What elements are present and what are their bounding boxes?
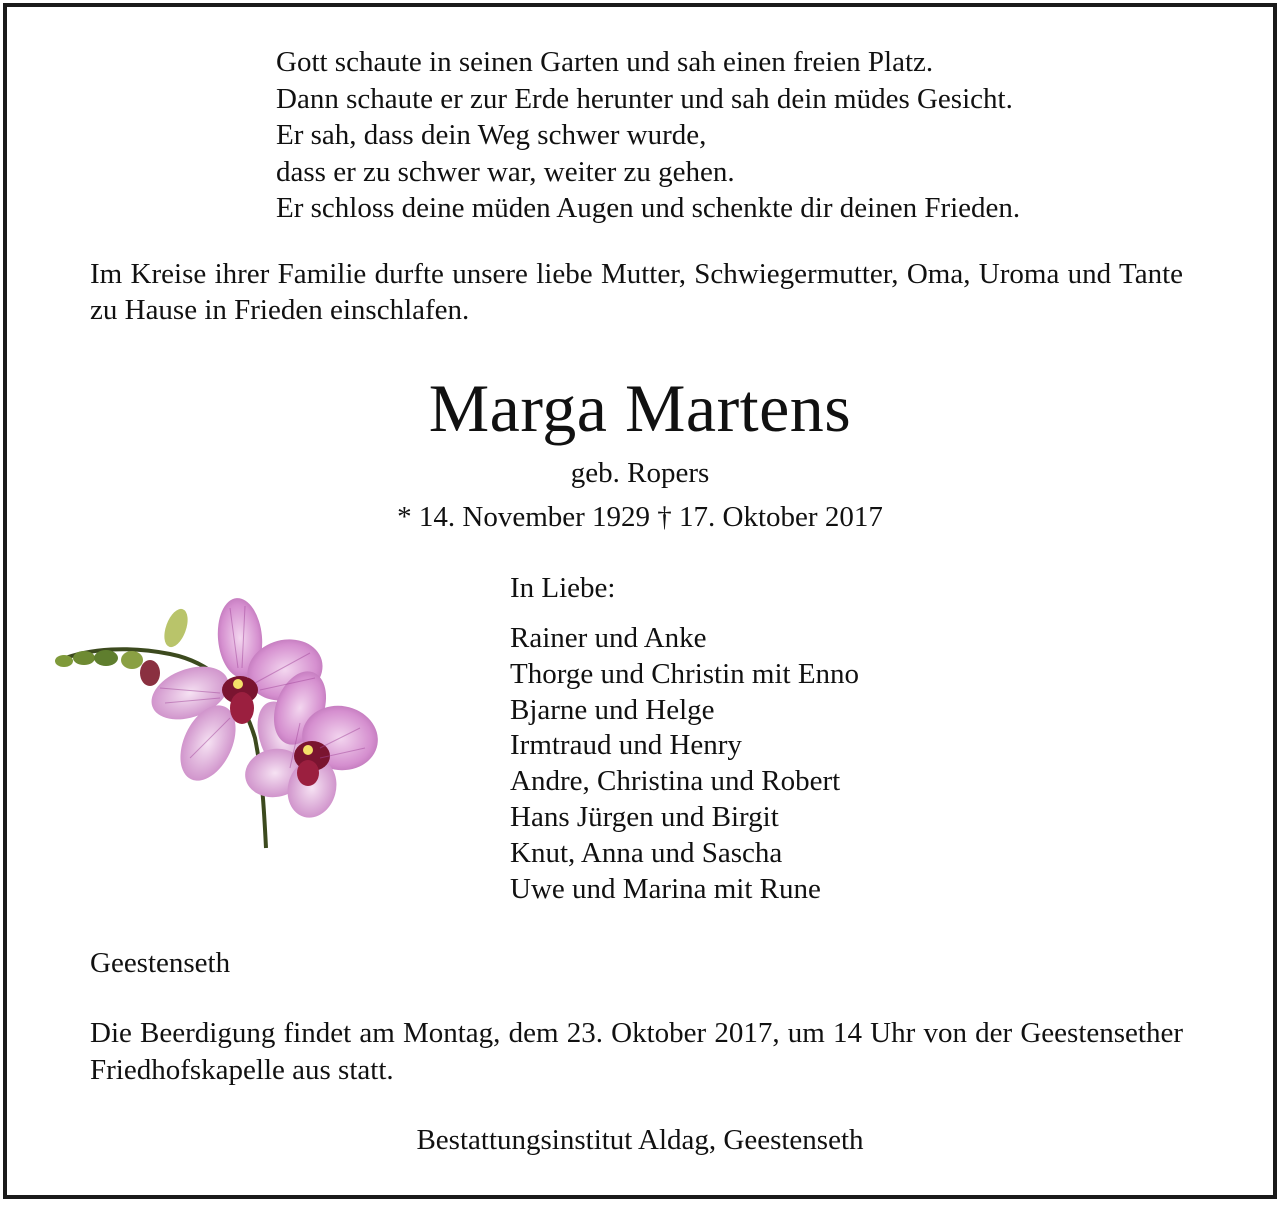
poem-line: Gott schaute in seinen Garten und sah einen freien Platz. [276,46,934,78]
poem [276,44,1020,227]
list-item: Thorge und Christin mit Enno [510,657,860,690]
list-item: Uwe und Marina mit Rune [510,872,821,905]
undertaker: Bestattungsinstitut Aldag, Geestenseth [416,1124,864,1156]
list-item: Knut, Anna und Sascha [510,836,783,869]
poem-line: Dann schaute er zur Erde herunter und sah dein müdes Gesicht. [276,82,1013,115]
life-dates: * 14. November 1929 † 17. Oktober 2017 [397,501,883,533]
place: Geestenseth [90,947,231,979]
intro-text: Im Kreise ihrer Familie durfte unsere liebe Mutter, Schwiegermutter, Oma, Uroma und Tante zu Hause in Frieden einschlafen. [90,258,1183,326]
deceased-name: Marga Martens [428,370,852,446]
list-item: Bjarne und Helge [510,693,715,726]
list-item: Rainer und Anke [510,622,707,654]
poem-line: Er sah, dass dein Weg schwer wurde, [276,119,707,151]
list-item: Andre, Christina und Robert [510,765,841,798]
mourners-list [510,621,859,907]
poem-line: dass er zu schwer war, weiter zu gehen. [276,155,735,188]
poem-line: Er schloss deine müden Augen und schenkte dir deinen Frieden. [276,192,1021,224]
maiden-name: geb. Ropers [570,457,710,489]
mourners-heading: In Liebe: [510,572,616,604]
list-item: Irmtraud und Henry [510,729,742,762]
orchid-icon [50,598,380,854]
funeral-notice: Die Beerdigung findet am Montag, dem 23. Oktober 2017, um 14 Uhr von der Geestensether Friedhofskapelle aus statt. [90,1017,1183,1086]
list-item: Hans Jürgen und Birgit [510,800,779,833]
